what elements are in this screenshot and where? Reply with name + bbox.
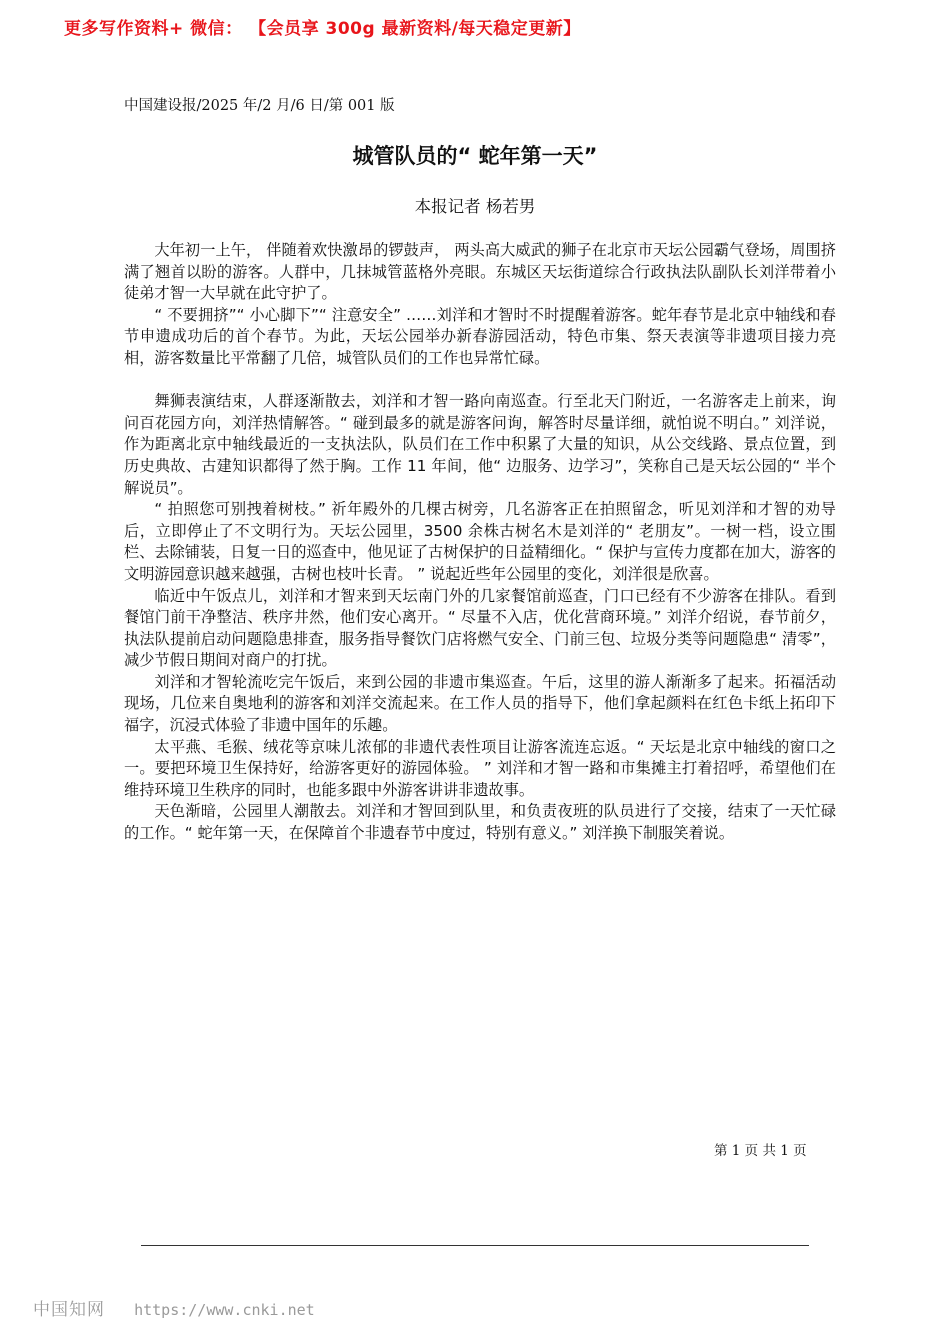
cnki-url[interactable]: https://www.cnki.net (134, 1301, 315, 1319)
paragraph: 临近中午饭点儿，刘洋和才智来到天坛南门外的几家餐馆前巡查，门口已经有不少游客在排队。看到餐馆门前干净整洁、秩序井然，他们安心离开。“ 尽量不入店，优化营商环境。” 刘洋介绍说，春节前夕，执法队提前启动问题隐患排查，服务指导餐饮门店将燃气安全、门前三包、垃圾分类等问题隐患“ 清零”，减少节假日期间对商户的打扰。 (124, 586, 836, 670)
paragraph: 太平燕、毛猴、绒花等京味儿浓郁的非遗代表性项目让游客流连忘返。“ 天坛是北京中轴线的窗口之一。要把环境卫生保持好，给游客更好的游园体验。 ” 刘洋和才智一路和市集摊主打着招呼，希望他们在维持环境卫生秩序的同时，也能多跟中外游客讲讲非遗故事。 (124, 737, 836, 799)
paragraph: “ 不要拥挤”“ 小心脚下”“ 注意安全” ……刘洋和才智时不时提醒着游客。蛇年春节是北京中轴线和春节申遗成功后的首个春节。为此，天坛公园举办新春游园活动，特色市集、祭天表演等非遗项目接力亮相，游客数量比平常翻了几倍，城管队员们的工作也异常忙碌。 (124, 305, 836, 367)
article-byline: 本报记者 杨若男 (414, 197, 536, 216)
paragraph: 大年初一上午， 伴随着欢快激昂的锣鼓声， 两头高大威武的狮子在北京市天坛公园霸气登场，周围挤满了翘首以盼的游客。人群中，几抹城管蓝格外亮眼。东城区天坛街道综合行政执法队副队长刘洋带着小徒弟才智一大早就在此守护了。 (124, 241, 836, 303)
page-number: 第 1 页 共 1 页 (714, 1143, 807, 1159)
promo-banner: 更多写作资料+ 微信： 【会员享 300g 最新资料/每天稳定更新】 (64, 19, 581, 39)
paragraph: 刘洋和才智轮流吃完午饭后，来到公园的非遗市集巡查。午后，这里的游人渐渐多了起来。拓福活动现场，几位来自奥地利的游客和刘洋交流起来。在工作人员的指导下，他们拿起颜料在红色卡纸上拓印下福字，沉浸式体验了非遗中国年的乐趣。 (124, 672, 836, 735)
paragraph: “ 拍照您可别拽着树枝。” 祈年殿外的几棵古树旁，几名游客正在拍照留念，听见刘洋和才智的劝导后，立即停止了不文明行为。天坛公园里，3500 余株古树名木是刘洋的“ 老朋友”。一树一档，设立围栏、去除铺装，日复一日的巡查中，他见证了古树保护的日益精细化。“ 保护与宣传力度都在加大，游客的文明游园意识越来越强，古树也枝叶长青。 ” 说起近些年公园里的变化，刘洋很是欣喜。 (124, 500, 836, 583)
article-body (124, 240, 836, 845)
article-title: 城管队员的“ 蛇年第一天” (352, 144, 598, 168)
paragraph: 舞狮表演结束，人群逐渐散去，刘洋和才智一路向南巡查。行至北天门附近，一名游客走上前来，询问百花园方向，刘洋热情解答。“ 碰到最多的就是游客问询，解答时尽量详细，就怕说不明白。” 刘洋说，作为距离北京中轴线最近的一支执法队，队员们在工作中积累了大量的知识，从公交线路、景点位置，到历史典故、古建知识都得了然于胸。工作 11 年间，他“ 边服务、边学习”，笑称自己是天坛公园的“ 半个解说员”。 (124, 392, 836, 497)
paragraph: 天色渐暗，公园里人潮散去。刘洋和才智回到队里，和负责夜班的队员进行了交接，结束了一天忙碌的工作。“ 蛇年第一天，在保障首个非遗春节中度过，特别有意义。” 刘洋换下制服笑着说。 (124, 802, 836, 843)
footer-divider (141, 1245, 809, 1246)
source-line: 中国建设报/2025 年/2 月/6 日/第 001 版 (124, 98, 395, 114)
cnki-watermark (33, 1295, 315, 1320)
cnki-logo: 中国知网 (33, 1300, 105, 1320)
